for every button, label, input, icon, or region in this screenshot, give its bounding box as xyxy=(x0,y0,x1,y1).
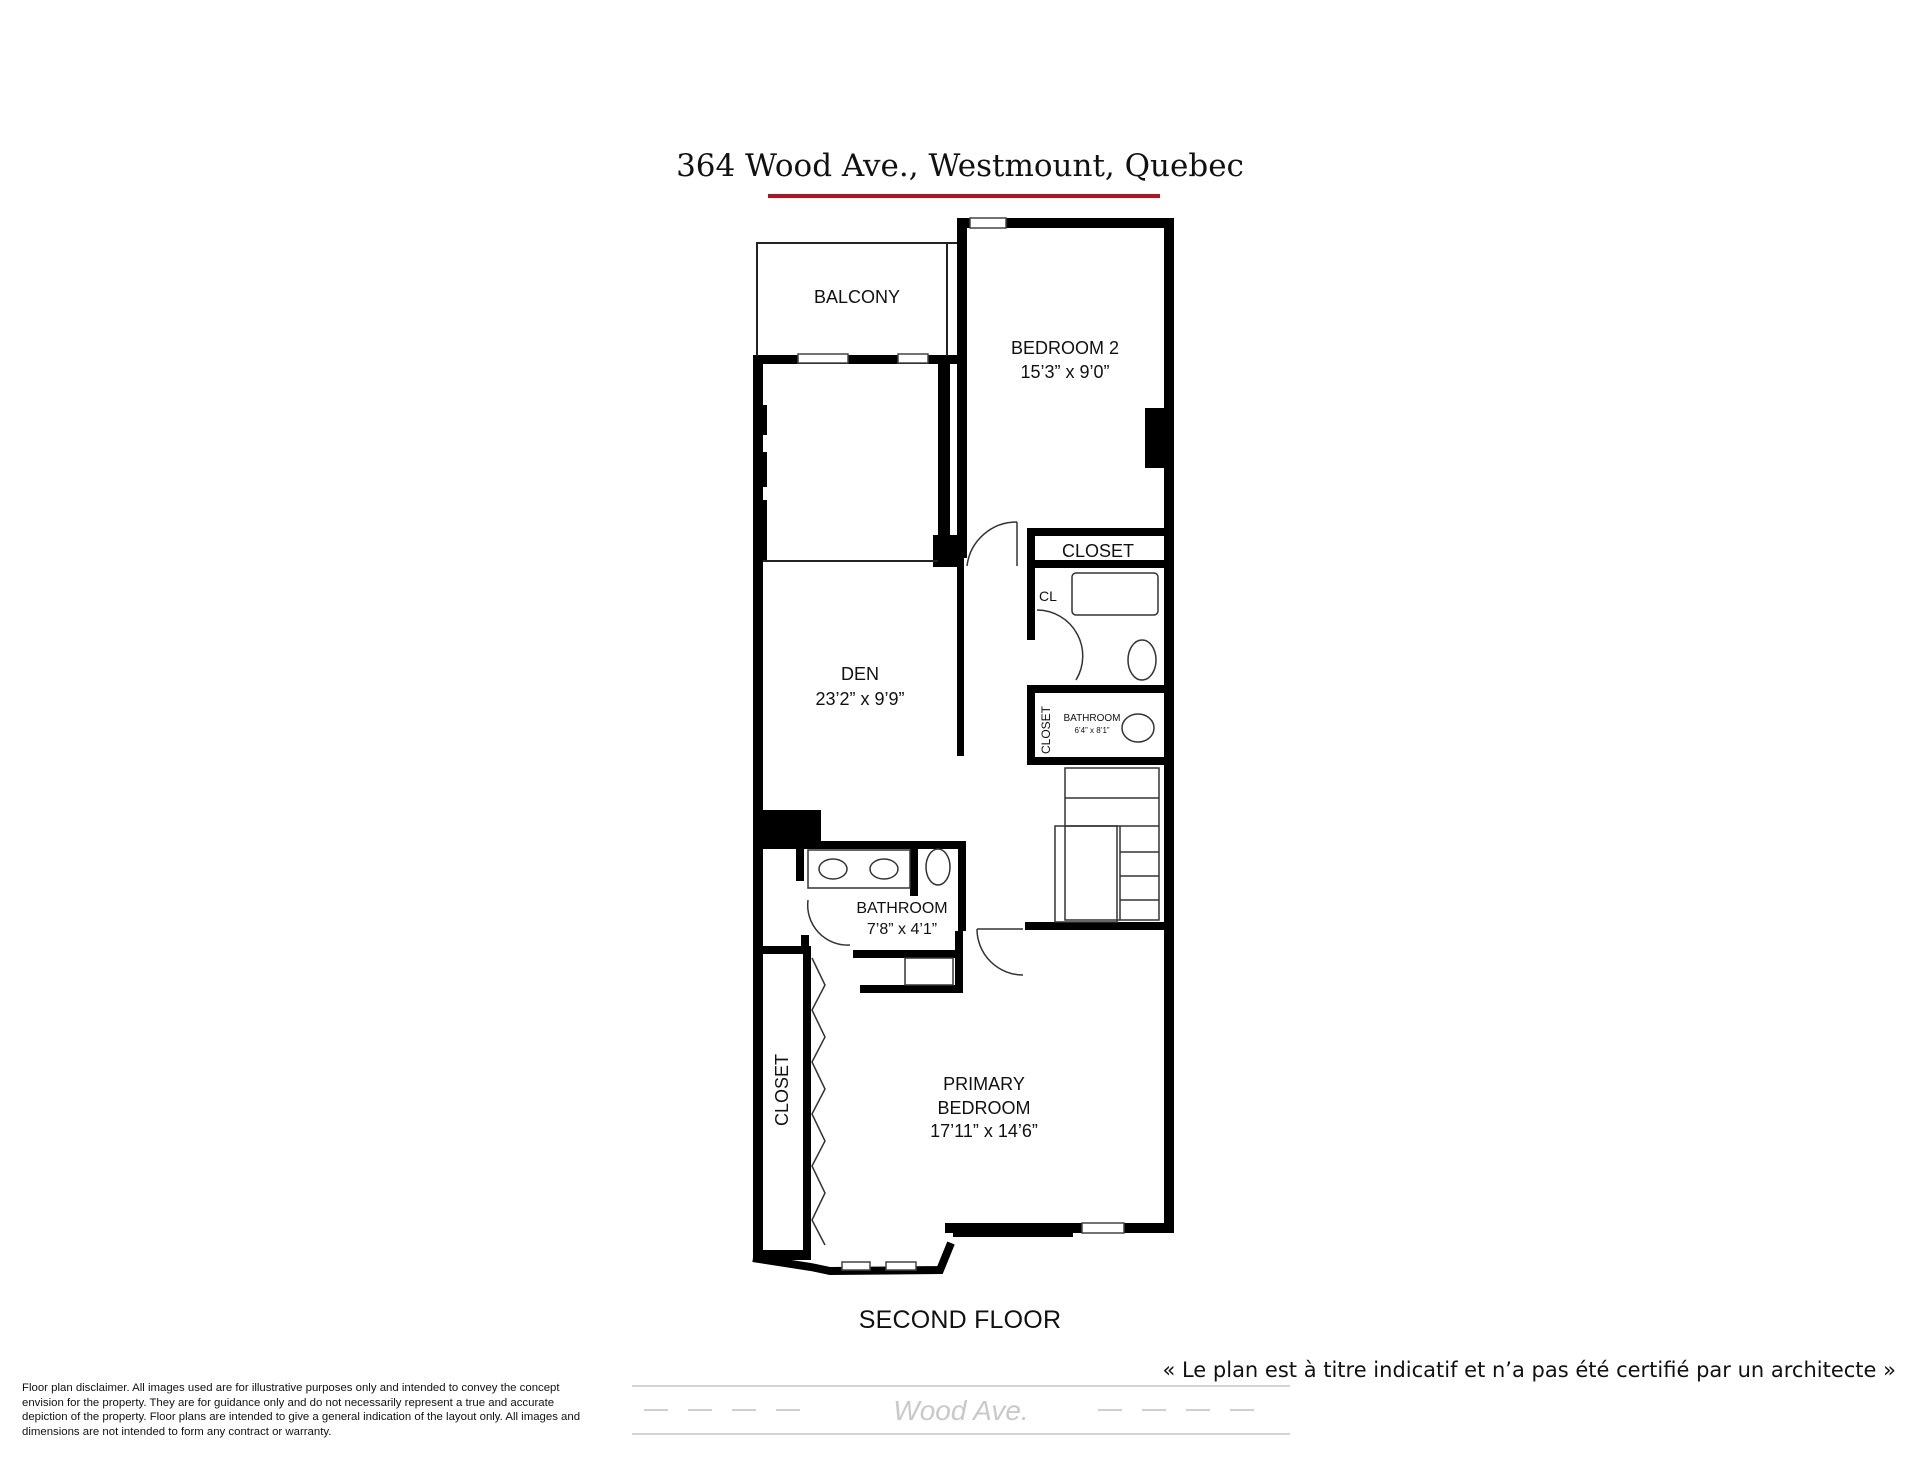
room-label-bathroom-small: BATHROOM xyxy=(1063,713,1121,724)
wall-niche-1 xyxy=(753,405,767,435)
window-primary-right xyxy=(1082,1223,1124,1233)
sink-small-icon xyxy=(1122,714,1154,742)
wall-bathroom-top xyxy=(763,841,966,849)
room-label-bedroom2: BEDROOM 2 xyxy=(1010,338,1120,358)
wall-niche-3 xyxy=(753,500,767,560)
closet-bifold-doors xyxy=(812,958,825,1245)
wall-den-upper-right xyxy=(938,355,950,550)
room-label-closet-small: CLOSET xyxy=(1039,705,1053,755)
staircase xyxy=(1065,768,1159,920)
room-dims-bathroom-small: 6’4” x 8’1” xyxy=(1074,726,1110,735)
wall-stair-bottom xyxy=(1025,922,1174,930)
wall-bathroom-right xyxy=(958,841,966,931)
window-bay-1 xyxy=(842,1262,870,1270)
wall-corner-block xyxy=(933,535,958,567)
toilet-icon xyxy=(1128,640,1156,680)
street-edge-top xyxy=(632,1385,1290,1387)
wall-bathroom-left xyxy=(796,841,804,881)
outer-wall-left xyxy=(753,355,763,1260)
room-dims-bedroom2: 15’3” x 9’0” xyxy=(1020,362,1110,382)
window-bay-2 xyxy=(886,1262,916,1270)
toilet-bathroom-icon xyxy=(926,849,950,885)
wall-bathroom-divider xyxy=(910,841,918,896)
floor-plan-disclaimer: Floor plan disclaimer. All images used are for illustrative purposes only and intended to convey the concept envision for the property. They are for guidance only and do not necessarily represent a true and accurate depiction of the property. Floor plans are intended to give a general indication of the layout only. All images and dimensions are not intended to form any contract or warranty. xyxy=(22,1382,581,1438)
page-title: 364 Wood Ave., Westmount, Quebec xyxy=(676,148,1244,184)
room-dims-primary: 17’11” x 14’6” xyxy=(930,1121,1038,1141)
door-swing-bath-small xyxy=(1037,610,1083,680)
wall-bath-mid xyxy=(1027,685,1164,693)
wall-bath-bottom xyxy=(1027,757,1164,765)
door-swing-bedroom2 xyxy=(967,522,1017,566)
door-balcony-left xyxy=(798,354,848,363)
vanity-sink-right-icon xyxy=(870,859,898,879)
wall-bedroom2-left xyxy=(957,218,967,558)
room-dims-den: 23’2” x 9’9” xyxy=(815,689,905,709)
shower-icon xyxy=(905,958,953,985)
floor-label: SECOND FLOOR xyxy=(858,1306,1062,1334)
street-marker xyxy=(632,1385,1290,1435)
window-bedroom2 xyxy=(970,218,1006,228)
room-label-primary-line1: PRIMARY xyxy=(943,1074,1025,1094)
room-label-bathroom: BATHROOM xyxy=(856,900,948,917)
street-name: Wood Ave. xyxy=(893,1395,1029,1426)
wall-niche-2 xyxy=(753,452,767,487)
wall-closet-primary-top xyxy=(753,946,809,954)
wall-bedroom2-block xyxy=(1145,408,1164,468)
wall-den-bottom-block xyxy=(753,810,821,845)
room-label-primary-line2: BEDROOM xyxy=(937,1098,1031,1118)
wall-shower-top xyxy=(853,950,963,958)
wall-bottom-thick xyxy=(953,1223,1073,1237)
wall-bath-left-lower xyxy=(1027,685,1035,765)
wall-den-right xyxy=(957,558,964,756)
room-label-den: DEN xyxy=(840,664,880,684)
door-balcony-right xyxy=(898,354,928,363)
door-swing-bathroom xyxy=(808,900,850,945)
street-edge-bottom xyxy=(632,1433,1290,1435)
room-label-closet-primary: CLOSET xyxy=(772,1053,792,1127)
bathtub-icon xyxy=(1072,573,1158,615)
wall-closet-bottom xyxy=(1027,560,1164,568)
room-dims-bathroom: 7’8” x 4’1” xyxy=(866,921,938,938)
vanity-sink-left-icon xyxy=(819,859,847,879)
vanity-icon xyxy=(808,850,910,888)
room-label-balcony: BALCONY xyxy=(813,287,901,307)
door-swing-primary xyxy=(977,929,1023,975)
wall-closet-top xyxy=(1027,528,1164,536)
wall-closet-primary-right xyxy=(803,946,811,1256)
wall-shower-bottom xyxy=(860,985,963,993)
wall-bath-left xyxy=(1027,560,1035,640)
room-label-closet-top: CLOSET xyxy=(1061,541,1135,561)
outer-wall-right xyxy=(1164,218,1174,1233)
room-label-cl: CL xyxy=(1039,588,1057,604)
wall-shower-right xyxy=(955,931,963,993)
architect-note: « Le plan est à titre indicatif et n’a pas été certifié par un architecte » xyxy=(1162,1358,1896,1382)
